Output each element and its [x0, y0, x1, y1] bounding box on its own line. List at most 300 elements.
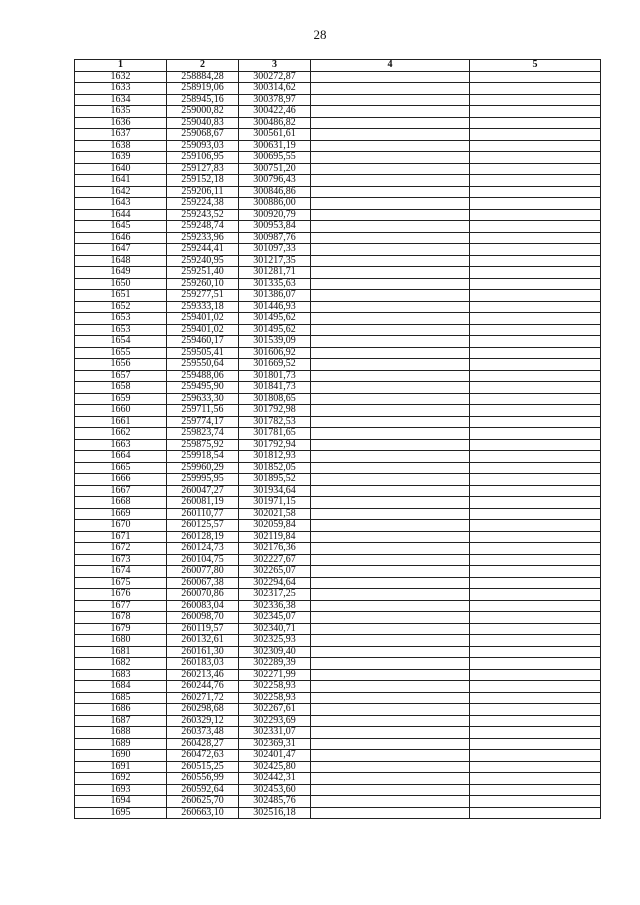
table-row	[75, 117, 601, 129]
table-cell	[311, 600, 470, 612]
table-cell	[470, 704, 601, 716]
table-row	[75, 784, 601, 796]
table-cell	[311, 267, 470, 279]
table-cell: 1648	[75, 255, 167, 267]
table-row	[75, 715, 601, 727]
table-cell: 260472,63	[167, 750, 239, 762]
table-cell: 259251,40	[167, 267, 239, 279]
table-cell: 300486,82	[239, 117, 311, 129]
table-cell: 302425,80	[239, 761, 311, 773]
table-cell: 300561,61	[239, 129, 311, 141]
table-cell: 260625,70	[167, 796, 239, 808]
table-cell: 302289,39	[239, 658, 311, 670]
table-cell	[470, 485, 601, 497]
table-cell	[470, 727, 601, 739]
table-cell: 301841,73	[239, 382, 311, 394]
table-cell	[311, 531, 470, 543]
table-cell	[470, 324, 601, 336]
table-cell	[470, 577, 601, 589]
table-cell: 1642	[75, 186, 167, 198]
table-cell	[311, 255, 470, 267]
table-row	[75, 428, 601, 440]
table-cell	[470, 531, 601, 543]
table-row	[75, 692, 601, 704]
table-cell: 1643	[75, 198, 167, 210]
table-cell	[311, 715, 470, 727]
table-row	[75, 324, 601, 336]
table-cell: 259040,83	[167, 117, 239, 129]
table-cell: 259260,10	[167, 278, 239, 290]
table-cell	[311, 244, 470, 256]
table-cell: 302340,71	[239, 623, 311, 635]
table-cell	[470, 543, 601, 555]
table-cell	[470, 347, 601, 359]
table-cell: 1675	[75, 577, 167, 589]
table-cell: 1654	[75, 336, 167, 348]
table-row	[75, 416, 601, 428]
table-cell: 301606,92	[239, 347, 311, 359]
table-cell: 260244,76	[167, 681, 239, 693]
table-cell: 260098,70	[167, 612, 239, 624]
table-cell	[470, 681, 601, 693]
table-cell	[470, 94, 601, 106]
table-cell	[470, 244, 601, 256]
table-cell: 260047,27	[167, 485, 239, 497]
table-cell: 302317,25	[239, 589, 311, 601]
table-cell: 1660	[75, 405, 167, 417]
table-cell: 301446,93	[239, 301, 311, 313]
table-row	[75, 761, 601, 773]
table-cell	[470, 508, 601, 520]
coordinates-table	[74, 59, 601, 819]
table-cell: 300314,62	[239, 83, 311, 95]
table-row	[75, 359, 601, 371]
table-cell: 301386,07	[239, 290, 311, 302]
table-cell: 1680	[75, 635, 167, 647]
table-cell	[311, 451, 470, 463]
table-cell: 260213,46	[167, 669, 239, 681]
table-cell: 300378,97	[239, 94, 311, 106]
table-cell	[470, 71, 601, 83]
table-cell: 1678	[75, 612, 167, 624]
table-row	[75, 198, 601, 210]
table-row	[75, 347, 601, 359]
table-cell: 300631,19	[239, 140, 311, 152]
table-cell: 259277,51	[167, 290, 239, 302]
table-cell: 300751,20	[239, 163, 311, 175]
table-cell	[311, 497, 470, 509]
table-cell	[311, 290, 470, 302]
table-cell: 301792,98	[239, 405, 311, 417]
table-cell	[470, 106, 601, 118]
table-cell	[311, 738, 470, 750]
table-cell: 259068,67	[167, 129, 239, 141]
table-row	[75, 623, 601, 635]
table-cell: 1666	[75, 474, 167, 486]
table-cell	[470, 382, 601, 394]
table-cell: 301934,64	[239, 485, 311, 497]
table-cell: 1647	[75, 244, 167, 256]
table-row	[75, 658, 601, 670]
table-cell: 302453,60	[239, 784, 311, 796]
table-cell: 259995,95	[167, 474, 239, 486]
table-cell: 1638	[75, 140, 167, 152]
table-cell	[311, 129, 470, 141]
table-cell: 259633,30	[167, 393, 239, 405]
table-cell	[311, 336, 470, 348]
table-cell: 302336,38	[239, 600, 311, 612]
table-cell: 1690	[75, 750, 167, 762]
table-cell	[470, 359, 601, 371]
table-cell: 260128,19	[167, 531, 239, 543]
table-cell: 260124,73	[167, 543, 239, 555]
table-cell	[470, 152, 601, 164]
table-cell	[311, 692, 470, 704]
table-cell: 260592,64	[167, 784, 239, 796]
table-row	[75, 370, 601, 382]
table-cell	[311, 508, 470, 520]
table-row	[75, 290, 601, 302]
table-cell: 302516,18	[239, 807, 311, 819]
table-row	[75, 439, 601, 451]
table-cell	[470, 428, 601, 440]
table-row	[75, 140, 601, 152]
table-cell: 259233,96	[167, 232, 239, 244]
table-cell: 259460,17	[167, 336, 239, 348]
table-cell: 301852,05	[239, 462, 311, 474]
table-cell: 260077,80	[167, 566, 239, 578]
table-row	[75, 255, 601, 267]
table-cell: 302309,40	[239, 646, 311, 658]
table-row	[75, 750, 601, 762]
table-cell: 259106,95	[167, 152, 239, 164]
table-cell	[470, 520, 601, 532]
table-row	[75, 669, 601, 681]
table-cell	[311, 152, 470, 164]
table-cell	[470, 761, 601, 773]
table-cell	[311, 681, 470, 693]
table-row	[75, 278, 601, 290]
table-cell: 1686	[75, 704, 167, 716]
table-row	[75, 612, 601, 624]
table-cell	[311, 761, 470, 773]
table-cell: 1674	[75, 566, 167, 578]
table-cell: 302258,93	[239, 681, 311, 693]
table-cell	[470, 635, 601, 647]
column-header: 5	[470, 60, 601, 72]
table-cell	[470, 278, 601, 290]
table-cell: 302258,93	[239, 692, 311, 704]
table-cell: 260081,19	[167, 497, 239, 509]
table-cell	[311, 577, 470, 589]
column-header: 2	[167, 60, 239, 72]
table-cell	[470, 646, 601, 658]
table-row	[75, 405, 601, 417]
table-cell	[470, 186, 601, 198]
table-cell	[470, 807, 601, 819]
table-cell	[470, 336, 601, 348]
table-cell: 259918,54	[167, 451, 239, 463]
table-cell	[470, 416, 601, 428]
table-cell: 301495,62	[239, 313, 311, 325]
table-row	[75, 83, 601, 95]
table-cell	[311, 117, 470, 129]
table-cell: 302271,99	[239, 669, 311, 681]
table-cell	[470, 600, 601, 612]
table-cell: 260067,38	[167, 577, 239, 589]
table-cell: 1646	[75, 232, 167, 244]
table-row	[75, 175, 601, 187]
table-cell	[470, 658, 601, 670]
table-cell: 260119,57	[167, 623, 239, 635]
table-row	[75, 152, 601, 164]
table-cell	[311, 416, 470, 428]
table-cell: 259401,02	[167, 313, 239, 325]
table-cell	[470, 140, 601, 152]
table-row	[75, 531, 601, 543]
table-cell: 259000,82	[167, 106, 239, 118]
table-cell	[311, 462, 470, 474]
table-cell	[311, 186, 470, 198]
table-row	[75, 543, 601, 555]
table-cell: 260110,77	[167, 508, 239, 520]
table-cell	[311, 727, 470, 739]
column-header: 3	[239, 60, 311, 72]
table-cell: 302059,84	[239, 520, 311, 532]
column-header: 4	[311, 60, 470, 72]
table-row	[75, 566, 601, 578]
table-row	[75, 71, 601, 83]
table-cell	[470, 566, 601, 578]
table-cell	[470, 738, 601, 750]
table-cell	[311, 83, 470, 95]
table-row	[75, 462, 601, 474]
table-row	[75, 129, 601, 141]
table-cell: 301801,73	[239, 370, 311, 382]
table-cell	[470, 773, 601, 785]
table-cell: 302401,47	[239, 750, 311, 762]
table-cell: 1673	[75, 554, 167, 566]
table-cell: 259152,18	[167, 175, 239, 187]
table-cell: 259224,38	[167, 198, 239, 210]
table-row	[75, 393, 601, 405]
table-cell: 302345,07	[239, 612, 311, 624]
table-row	[75, 163, 601, 175]
table-body	[75, 71, 601, 819]
table-row	[75, 738, 601, 750]
table-cell: 1689	[75, 738, 167, 750]
table-cell: 260428,27	[167, 738, 239, 750]
table-cell: 260271,72	[167, 692, 239, 704]
table-cell	[311, 163, 470, 175]
table-cell	[311, 106, 470, 118]
table-cell: 260329,12	[167, 715, 239, 727]
table-cell	[470, 163, 601, 175]
table-cell: 301781,65	[239, 428, 311, 440]
table-cell: 302227,67	[239, 554, 311, 566]
table-cell	[311, 543, 470, 555]
table-cell: 1633	[75, 83, 167, 95]
table-row	[75, 221, 601, 233]
table-cell: 301782,53	[239, 416, 311, 428]
table-cell: 259495,90	[167, 382, 239, 394]
table-cell: 302267,61	[239, 704, 311, 716]
table-cell: 301669,52	[239, 359, 311, 371]
table-cell: 260556,99	[167, 773, 239, 785]
table-cell: 1671	[75, 531, 167, 543]
table-cell: 1652	[75, 301, 167, 313]
table-row	[75, 94, 601, 106]
table-row	[75, 520, 601, 532]
table-cell: 1653	[75, 313, 167, 325]
table-row	[75, 301, 601, 313]
table-row	[75, 681, 601, 693]
table-cell: 1688	[75, 727, 167, 739]
table-cell: 260161,30	[167, 646, 239, 658]
table-cell: 1676	[75, 589, 167, 601]
table-cell: 302369,31	[239, 738, 311, 750]
table-cell: 302265,07	[239, 566, 311, 578]
table-cell: 259550,64	[167, 359, 239, 371]
table-cell: 1682	[75, 658, 167, 670]
table-cell: 302325,93	[239, 635, 311, 647]
table-cell	[470, 554, 601, 566]
table-cell: 301808,65	[239, 393, 311, 405]
table-cell	[470, 175, 601, 187]
table-cell: 1677	[75, 600, 167, 612]
table-cell	[311, 485, 470, 497]
table-cell: 1687	[75, 715, 167, 727]
table-row	[75, 577, 601, 589]
table-row	[75, 635, 601, 647]
table-cell	[311, 71, 470, 83]
table-cell: 301812,93	[239, 451, 311, 463]
table-cell	[311, 313, 470, 325]
table-cell	[470, 784, 601, 796]
table-cell: 300796,43	[239, 175, 311, 187]
table-cell: 302176,36	[239, 543, 311, 555]
table-cell: 1679	[75, 623, 167, 635]
table-cell: 259240,95	[167, 255, 239, 267]
table-cell	[311, 232, 470, 244]
table-cell	[470, 439, 601, 451]
table-row	[75, 485, 601, 497]
table-cell	[311, 140, 470, 152]
table-row	[75, 336, 601, 348]
table-cell: 1672	[75, 543, 167, 555]
table-cell	[470, 474, 601, 486]
table-cell: 301792,94	[239, 439, 311, 451]
table-cell	[311, 439, 470, 451]
table-cell	[470, 117, 601, 129]
table-cell	[311, 623, 470, 635]
table-row	[75, 554, 601, 566]
table-cell	[311, 393, 470, 405]
table-cell	[311, 658, 470, 670]
table-cell: 301895,52	[239, 474, 311, 486]
table-cell: 301097,33	[239, 244, 311, 256]
table-cell	[470, 623, 601, 635]
table-cell	[311, 635, 470, 647]
table-cell: 1669	[75, 508, 167, 520]
table-cell: 259823,74	[167, 428, 239, 440]
table-cell: 259243,52	[167, 209, 239, 221]
table-cell	[311, 405, 470, 417]
table-cell: 258919,06	[167, 83, 239, 95]
table-cell: 1650	[75, 278, 167, 290]
table-cell: 259488,06	[167, 370, 239, 382]
table-row	[75, 704, 601, 716]
table-cell	[311, 382, 470, 394]
table-cell	[311, 750, 470, 762]
table-cell	[311, 704, 470, 716]
table-cell: 1662	[75, 428, 167, 440]
table-cell: 1658	[75, 382, 167, 394]
table-row	[75, 232, 601, 244]
table-row	[75, 474, 601, 486]
table-cell: 259127,83	[167, 163, 239, 175]
table-cell	[311, 428, 470, 440]
table-cell: 302021,58	[239, 508, 311, 520]
table-cell: 301281,71	[239, 267, 311, 279]
table-row	[75, 796, 601, 808]
table-cell: 301335,63	[239, 278, 311, 290]
table-row	[75, 497, 601, 509]
table-cell: 260373,48	[167, 727, 239, 739]
table-cell: 1695	[75, 807, 167, 819]
table-cell: 1657	[75, 370, 167, 382]
table-cell: 259248,74	[167, 221, 239, 233]
table-cell	[311, 359, 470, 371]
table-row	[75, 186, 601, 198]
table-cell: 1661	[75, 416, 167, 428]
table-cell: 258884,28	[167, 71, 239, 83]
table-cell: 1692	[75, 773, 167, 785]
table-cell	[311, 566, 470, 578]
table-row	[75, 382, 601, 394]
table-cell: 301539,09	[239, 336, 311, 348]
table-cell: 301971,15	[239, 497, 311, 509]
table-row	[75, 106, 601, 118]
table-cell	[470, 255, 601, 267]
table-row	[75, 727, 601, 739]
table-cell: 1632	[75, 71, 167, 83]
table-row	[75, 451, 601, 463]
table-cell: 259774,17	[167, 416, 239, 428]
table-cell	[470, 462, 601, 474]
table-cell: 300987,76	[239, 232, 311, 244]
table-cell: 302119,84	[239, 531, 311, 543]
table-cell: 302294,64	[239, 577, 311, 589]
table-cell: 1659	[75, 393, 167, 405]
table-cell: 301495,62	[239, 324, 311, 336]
page-number: 28	[313, 27, 327, 42]
table-header-row	[75, 60, 601, 72]
table-cell: 300846,86	[239, 186, 311, 198]
table-cell: 1653	[75, 324, 167, 336]
table-row	[75, 313, 601, 325]
table-cell	[311, 669, 470, 681]
table-cell: 260515,25	[167, 761, 239, 773]
table-cell: 259244,41	[167, 244, 239, 256]
table-cell: 259875,92	[167, 439, 239, 451]
table-cell	[311, 796, 470, 808]
table-cell	[470, 393, 601, 405]
table-row	[75, 773, 601, 785]
table-cell	[311, 773, 470, 785]
table-cell: 1663	[75, 439, 167, 451]
table-row	[75, 807, 601, 819]
